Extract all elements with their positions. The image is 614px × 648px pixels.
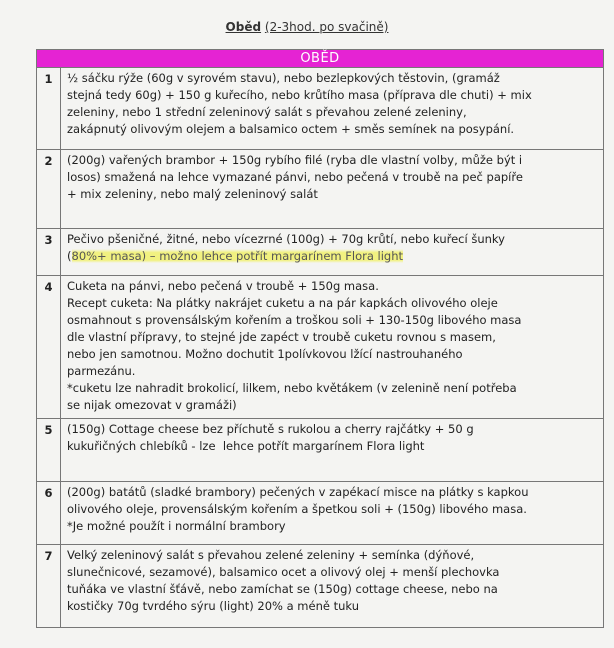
table-row xyxy=(37,545,604,628)
row-text: Cuketa na pánvi, nebo pečená v troubě + 150g masa. Recept cuketa: Na plátky nakrájet cuketu a na pár kapkách olivového oleje osmahnout s provensálským kořením a troškou soli + 130-150g libového masa dle vlastní přípravy, to stejné jde zapéct v troubě cuketu rovnou s masem, nebo jen samotnou. Možno dochutit 1polívkovou lžící nastrouhaného parmezánu. *cuketu lze nahradit brokolicí, lilkem, nebo květákem (v zelenině není potřeba se nijak omezovat v gramáži) xyxy=(61,276,604,419)
row-number: 6 xyxy=(37,482,61,545)
table-row xyxy=(37,419,604,482)
row-text xyxy=(61,229,604,276)
row-number: 3 xyxy=(37,229,61,276)
page-title xyxy=(0,20,614,34)
title-note: (2-3hod. po svačině) xyxy=(264,20,389,34)
table-header: OBĚD xyxy=(37,50,604,68)
table-row xyxy=(37,150,604,229)
table-row xyxy=(37,68,604,150)
row-number: 5 xyxy=(37,419,61,482)
row-number: 1 xyxy=(37,68,61,150)
row-text: Velký zeleninový salát s převahou zelené zeleniny + semínka (dýňové, slunečnicové, sezamové), balsamico ocet a olivový olej + menší plechovka tuňáka ve vlastní šťávě, nebo zamíchat se (150g) cottage cheese, nebo na kostičky 70g tvrdého sýru (light) 20% a méně tuku xyxy=(61,545,604,628)
row-text: (200g) vařených brambor + 150g rybího filé (ryba dle vlastní volby, může být i losos) smažená na lehce vymazané pánvi, nebo pečená v troubě na peč papíře + mix zeleniny, nebo malý zeleninový salát xyxy=(61,150,604,229)
row-text: (150g) Cottage cheese bez příchutě s rukolou a cherry rajčátky + 50 g kukuřičných chlebíků - lze lehce potřít margarínem Flora light xyxy=(61,419,604,482)
lunch-table xyxy=(36,49,604,628)
highlighted-text: 80%+ masa) – možno lehce potřít margarínem Flora light xyxy=(71,249,404,263)
table-row xyxy=(37,229,604,276)
table-row xyxy=(37,276,604,419)
row-text: (200g) batátů (sladké brambory) pečených v zapékací misce na plátky s kapkou olivového oleje, provensálským kořením a špetkou soli + (150g) libového masa. *Je možné použít i normální brambory xyxy=(61,482,604,545)
row-number: 7 xyxy=(37,545,61,628)
row-number: 2 xyxy=(37,150,61,229)
row-text-plain: Pečivo pšeničné, žitné, nebo vícezrné (100g) + 70g krůtí, nebo kuřecí šunky ( xyxy=(67,232,505,263)
row-number: 4 xyxy=(37,276,61,419)
table-row xyxy=(37,482,604,545)
table-header-row xyxy=(37,50,604,68)
title-bold: Oběd xyxy=(225,20,262,34)
row-text: ½ sáčku rýže (60g v syrovém stavu), nebo bezlepkových těstovin, (gramáž stejná tedy 60g) + 150 g kuřecího, nebo krůtího masa (příprava dle chuti) + mix zeleniny, nebo 1 střední zeleninový salát s převahou zelené zeleniny, zakápnutý olivovým olejem a balsamico octem + směs semínek na posypání. xyxy=(61,68,604,150)
